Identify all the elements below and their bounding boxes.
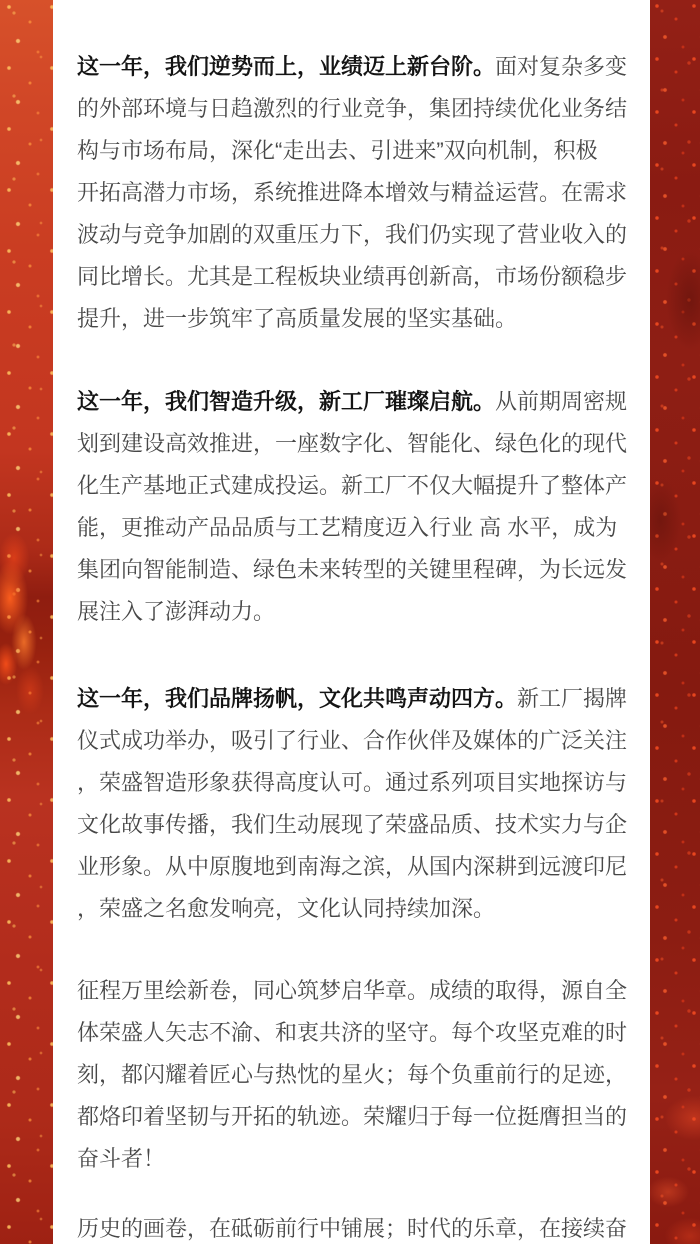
- text-line: [77, 846, 628, 888]
- line-text: 面对复杂多变: [495, 54, 628, 79]
- line-text: 划到建设高效推进，一座数字化、智能化、绿色化的现代: [77, 431, 628, 456]
- text-line: [77, 678, 628, 720]
- festive-red-right-band: [650, 0, 700, 1244]
- article-body: [77, 46, 628, 1244]
- text-line: [77, 1138, 628, 1180]
- line-text: 奋斗者！: [77, 1146, 166, 1171]
- line-text: 能，更推动产品品质与工艺精度迈入行业 高 水平，成为: [77, 515, 618, 540]
- line-text: 仪式成功举办，吸引了行业、合作伙伴及媒体的广泛关注: [77, 728, 628, 753]
- paragraph: [77, 46, 628, 340]
- line-text: 开拓高潜力市场，系统推进降本增效与精益运营。在需求: [77, 180, 628, 205]
- line-text: ，荣盛智造形象获得高度认可。通过系列项目实地探访与: [77, 770, 628, 795]
- line-text: 新工厂揭牌: [517, 686, 628, 711]
- text-line: [77, 46, 628, 88]
- paragraph: [77, 678, 628, 930]
- text-line: [77, 762, 628, 804]
- text-line: [77, 1012, 628, 1054]
- text-line: [77, 970, 628, 1012]
- text-line: [77, 214, 628, 256]
- text-line: [77, 423, 628, 465]
- line-text: 的外部环境与日趋激烈的行业竞争，集团持续优化业务结: [77, 96, 628, 121]
- line-text: 构与市场布局，深化“走出去、引进来”双向机制，积极: [77, 138, 598, 163]
- text-line: [77, 298, 628, 340]
- line-text: 文化故事传播，我们生动展现了荣盛品质、技术实力与企: [77, 812, 628, 837]
- text-line: [77, 720, 628, 762]
- line-text: 同比增长。尤其是工程板块业绩再创新高，市场份额稳步: [77, 264, 628, 289]
- article-card: [53, 0, 650, 1244]
- text-line: [77, 465, 628, 507]
- line-text: 体荣盛人矢志不渝、和衷共济的坚守。每个攻坚克难的时: [77, 1020, 628, 1045]
- line-text: 提升，进一步筑牢了高质量发展的坚实基础。: [77, 306, 518, 331]
- line-text: 业形象。从中原腹地到南海之滨，从国内深耕到远渡印尼: [77, 854, 628, 879]
- text-line: [77, 1096, 628, 1138]
- festive-red-left-band: [0, 0, 53, 1244]
- text-line: [77, 88, 628, 130]
- text-line: [77, 1208, 628, 1244]
- text-line: [77, 256, 628, 298]
- lead-in-bold-text: 这一年，我们逆势而上，业绩迈上新台阶。: [77, 54, 496, 79]
- line-text: 从前期周密规: [495, 389, 628, 414]
- lead-in-bold-text: 这一年，我们品牌扬帆，文化共鸣声动四方。: [77, 686, 518, 711]
- text-line: [77, 172, 628, 214]
- text-line: [77, 888, 628, 930]
- line-text: 刻，都闪耀着匠心与热忱的星火；每个负重前行的足迹，: [77, 1062, 628, 1087]
- text-line: [77, 804, 628, 846]
- line-text: 都烙印着坚韧与开拓的轨迹。荣耀归于每一位挺膺担当的: [77, 1104, 628, 1129]
- line-text: 化生产基地正式建成投运。新工厂不仅大幅提升了整体产: [77, 473, 628, 498]
- text-line: [77, 381, 628, 423]
- line-text: 展注入了澎湃动力。: [77, 599, 276, 624]
- line-text: ，荣盛之名愈发响亮，文化认同持续加深。: [77, 896, 496, 921]
- line-text: 集团向智能制造、绿色未来转型的关键里程碑，为长远发: [77, 557, 628, 582]
- text-line: [77, 591, 628, 633]
- text-line: [77, 130, 628, 172]
- text-line: [77, 507, 628, 549]
- line-text: 历史的画卷，在砥砺前行中铺展；时代的乐章，在接续奋: [77, 1216, 628, 1241]
- paragraph: [77, 1208, 628, 1244]
- paragraph: [77, 381, 628, 633]
- text-line: [77, 1054, 628, 1096]
- line-text: 征程万里绘新卷，同心筑梦启华章。成绩的取得，源自全: [77, 978, 628, 1003]
- paragraph: [77, 970, 628, 1180]
- lead-in-bold-text: 这一年，我们智造升级，新工厂璀璨启航。: [77, 389, 496, 414]
- line-text: 波动与竞争加剧的双重压力下，我们仍实现了营业收入的: [77, 222, 628, 247]
- text-line: [77, 549, 628, 591]
